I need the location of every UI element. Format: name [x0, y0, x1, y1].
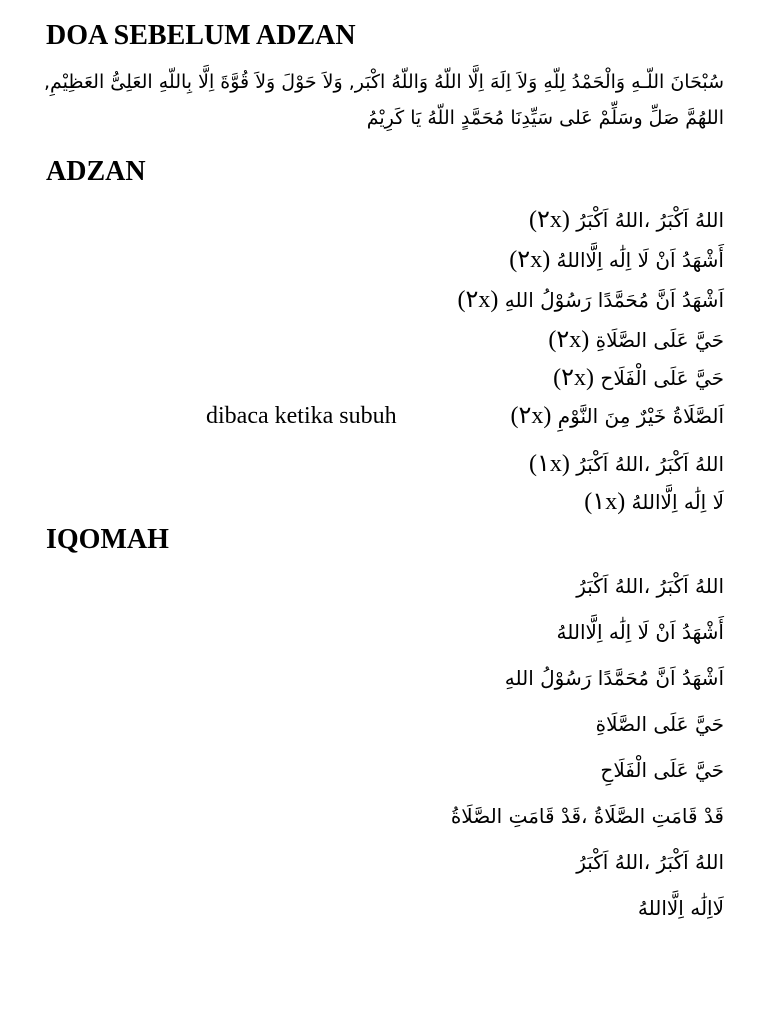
- repetition-count: (١x): [528, 451, 570, 477]
- repetition-count: (٢x): [509, 247, 551, 273]
- iqomah-line-3: اَشْهَدُ اَنَّ مُحَمَّدًا رَسُوْلُ اللهِ: [504, 666, 724, 690]
- adzan-line-text: اللهُ اَكْبَرُ ،اللهُ اَكْبَرُ: [576, 452, 724, 476]
- adzan-line-1: [529, 204, 724, 236]
- iqomah-line-2: أَشْهَدُ اَنْ لَا اِلَٰه اِلَّااللهُ: [556, 620, 724, 644]
- adzan-line-text: حَيَّ عَلَى الصَّلَاةِ: [595, 328, 724, 352]
- adzan-line-7: [529, 448, 724, 480]
- repetition-count: (١x): [584, 489, 626, 515]
- adzan-line-text: اللهُ اَكْبَرُ ،اللهُ اَكْبَرُ: [576, 208, 724, 232]
- adzan-line-text: اَلصَّلَاةُ خَيْرٌ مِنَ النَّوْمِ: [557, 404, 724, 428]
- heading-adzan: ADZAN: [46, 156, 146, 187]
- iqomah-line-7: اللهُ اَكْبَرُ ،اللهُ اَكْبَرُ: [576, 850, 724, 874]
- adzan-line-text: اَشْهَدُ اَنَّ مُحَمَّدًا رَسُوْلُ اللهِ: [504, 288, 724, 312]
- iqomah-line-8: لَااِلَٰه اِلَّااللهُ: [637, 896, 724, 920]
- adzan-line-text: حَيَّ عَلَى الْفَلَاح: [600, 366, 724, 390]
- subuh-note: dibaca ketika subuh: [206, 403, 397, 429]
- adzan-line-text: لَا اِلَٰه اِلَّااللهُ: [631, 490, 724, 514]
- adzan-line-2: [509, 244, 724, 276]
- adzan-line-text: أَشْهَدُ اَنْ لَا اِلَٰه اِلَّااللهُ: [556, 248, 724, 272]
- repetition-count: (٢x): [457, 287, 499, 313]
- adzan-line-6: [511, 400, 725, 432]
- adzan-line-5: [553, 362, 724, 394]
- doa-text: سُبْحَانَ اللّـهِ وَالْحَمْدُ لِلّهِ وَلاَ اِلَهَ اِلَّا اللّهُ وَاللّهُ اكْبَر, وَلاَ حَوْلَ وَلاَ قُوَّةَ اِلَّا بِاللّهِ العَلِىُّ العَظِيْمِ, اللهُمَّ صَلِّ وسَلِّمْ عَلى سَيِّدِنَا مُحَمَّدٍ اللّهُ يَا كَرِيْمُ: [44, 71, 724, 129]
- iqomah-line-6: قَدْ قَامَتِ الصَّلَاةُ ،قَدْ قَامَتِ الصَّلَاةُ: [450, 804, 724, 828]
- adzan-line-3: [458, 284, 724, 316]
- repetition-count: (٢x): [548, 327, 590, 353]
- repetition-count: (٢x): [510, 403, 552, 429]
- heading-doa: DOA SEBELUM ADZAN: [46, 20, 356, 51]
- iqomah-line-5: حَيَّ عَلَى الْفَلَاحِ: [600, 758, 724, 782]
- iqomah-line-4: حَيَّ عَلَى الصَّلَاةِ: [595, 712, 724, 736]
- adzan-line-4: [548, 324, 724, 356]
- repetition-count: (٢x): [553, 365, 595, 391]
- repetition-count: (٢x): [528, 207, 570, 233]
- heading-iqomah: IQOMAH: [46, 524, 169, 555]
- iqomah-line-1: اللهُ اَكْبَرُ ،اللهُ اَكْبَرُ: [576, 574, 724, 598]
- adzan-line-8: [584, 486, 724, 518]
